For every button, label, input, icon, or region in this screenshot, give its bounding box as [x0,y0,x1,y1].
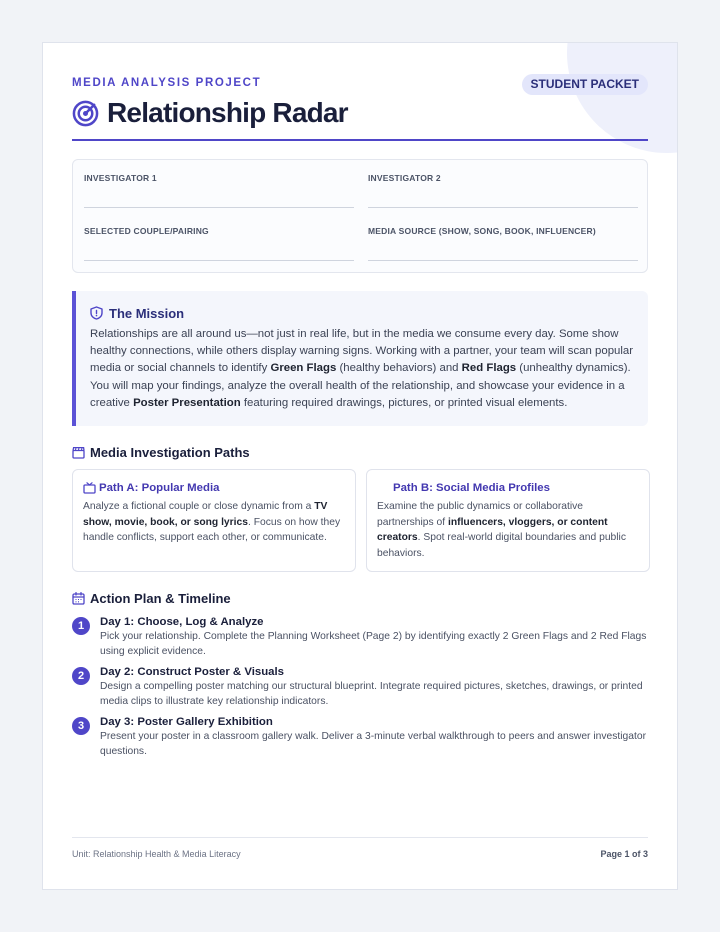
step-text [100,615,650,659]
decorative-corner-circle [567,42,678,153]
student-packet-page [42,42,678,890]
path-b-header [377,480,639,495]
shield-icon [90,306,103,320]
field-line [84,260,354,261]
path-a-card [72,469,356,572]
path-a-text: Analyze a fictional couple or close dynamic from a TV show, movie, book, or song lyrics. Focus on how they handle conflicts, support each other, or communicate. [83,501,341,543]
path-b-text: Examine the public dynamics or collaborative partnerships of influencers, vloggers, or content creators. Spot real-world digital boundaries and public behaviors. [377,501,626,559]
field-line [84,207,354,208]
page-number: Page 1 of 3 [600,849,648,859]
calendar-icon [72,592,85,605]
selected-couple-field[interactable] [84,226,354,261]
field-label: INVESTIGATOR 1 [84,173,157,183]
title-divider [72,139,648,141]
step-description: Present your poster in a classroom gallery walk. Deliver a 3-minute verbal walkthrough to peers and answer investigator questions. [100,731,646,757]
step-text [100,665,650,709]
investigator-1-field[interactable] [84,173,354,208]
field-label: MEDIA SOURCE (SHOW, SONG, BOOK, INFLUENCER) [368,226,596,236]
field-label: SELECTED COUPLE/PAIRING [84,226,209,236]
step-title: Day 2: Construct Poster & Visuals [100,666,284,678]
timeline-step [72,665,650,709]
timeline-step [72,715,650,759]
page-title: Relationship Radar [107,97,348,128]
field-label: INVESTIGATOR 2 [368,173,441,183]
project-eyebrow: MEDIA ANALYSIS PROJECT [72,77,262,89]
timeline-step [72,615,650,659]
footer-divider [72,837,648,838]
path-a-header [83,480,345,495]
investigator-2-field[interactable] [368,173,638,208]
step-description: Design a compelling poster matching our structural blueprint. Integrate required pictures, sketches, drawings, or printed media clips to illustrate key relationship indicators. [100,681,643,707]
plan-section-header [72,591,231,606]
path-b-title: Path B: Social Media Profiles [393,481,550,494]
step-title: Day 3: Poster Gallery Exhibition [100,716,273,728]
field-line [368,260,638,261]
mission-callout [72,291,648,426]
packet-badge: STUDENT PACKET [522,74,648,95]
step-number-badge: 2 [72,667,90,685]
mission-title: The Mission [109,305,185,321]
step-title: Day 1: Choose, Log & Analyze [100,616,264,628]
phone-icon [377,482,390,494]
step-number-badge: 1 [72,617,90,635]
investigator-fields [72,159,648,273]
step-description: Pick your relationship. Complete the Planning Worksheet (Page 2) by identifying exactly 2 Green Flags and 2 Red Flags using explicit evidence. [100,631,647,657]
mission-header [90,305,636,321]
plan-section-title: Action Plan & Timeline [90,591,231,606]
clapperboard-icon [72,446,85,459]
radar-icon [72,100,99,127]
title-row [72,97,348,129]
media-source-field[interactable] [368,226,638,261]
step-number-badge: 3 [72,717,90,735]
path-a-title: Path A: Popular Media [99,481,220,494]
paths-section-title: Media Investigation Paths [90,445,250,460]
footer-unit: Unit: Relationship Health & Media Literacy [72,849,241,859]
field-line [368,207,638,208]
path-b-card [366,469,650,572]
step-text [100,715,650,759]
paths-section-header [72,445,250,460]
mission-text: Relationships are all around us—not just in real life, but in the media we consume every day. Some show healthy connections, while others display warning signs. Working with a partner, your team will scan popular media or social channels to identify Green Flags (healthy behaviors) and Red Flags (unhealthy dynamics). You will map your findings, analyze the overall health of the relationship, and showcase your evidence in a creative Poster Presentation featuring required drawings, pictures, or printed visual elements. [90,328,634,409]
tv-icon [83,482,96,494]
